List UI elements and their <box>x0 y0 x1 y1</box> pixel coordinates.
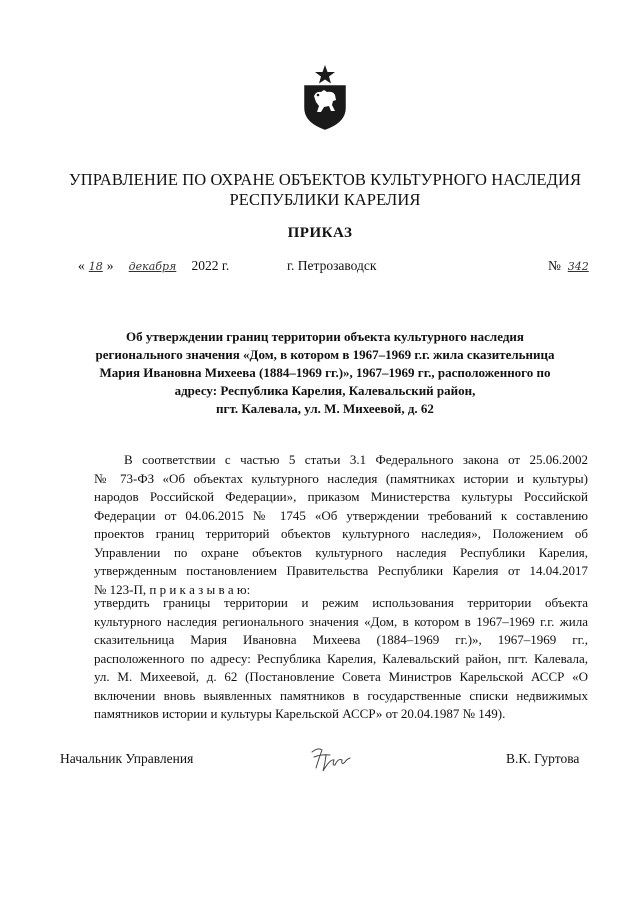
preamble-line: утвержденным постановлением Правительства Республики Карелия от 14.04.2017 <box>94 563 588 578</box>
preamble-paragraph <box>94 451 588 599</box>
handwritten-signature-icon <box>308 744 352 776</box>
signatory-name: В.К. Гуртова <box>506 751 580 766</box>
preamble-line: В соответствии с частью 5 статьи 3.1 Федерального закона от 25.06.2002 <box>124 452 588 467</box>
subject-line: регионального значения «Дом, в котором в 1967–1969 г.г. жила сказительница <box>95 347 555 362</box>
order-subject <box>60 328 590 418</box>
date-year: 2022 г. <box>191 258 230 273</box>
decision-line: культурного наследия регионального значения «Дом, в котором в 1967–1969 г.г. жила <box>94 613 588 629</box>
preamble-line: № 73-ФЗ «Об объектах культурного наследия (памятниках истории и культуры) <box>94 470 588 486</box>
date-close-quote: » <box>106 258 114 273</box>
order-number-value: 342 <box>567 260 589 273</box>
order-number <box>548 258 592 274</box>
date-day: 18 <box>88 260 103 273</box>
organization-name <box>60 170 590 210</box>
subject-line: пгт. Калевала, ул. М. Михеевой, д. 62 <box>216 401 434 416</box>
karelia-coat-of-arms-icon <box>302 64 348 130</box>
preamble-line: проектов границ территорий объектов культурного наследия», Положением об <box>94 526 588 541</box>
subject-line: Об утверждении границ территории объекта культурного наследия <box>126 329 524 344</box>
order-title: ПРИКАЗ <box>287 225 353 241</box>
decision-line: сказительница Мария Ивановна Михеева (1884–1969 гг.)», 1967–1969 гг., <box>94 632 588 647</box>
subject-line: Мария Ивановна Михеева (1884–1969 гг.)», 1967–1969 гг., расположенного по <box>99 365 551 380</box>
decision-line: памятников истории и культуры Карельской АССР» от 20.04.1987 № 149). <box>94 706 506 721</box>
decision-line: включении вновь выявленных памятников в государственные списки недвижимых <box>94 687 588 703</box>
preamble-line: Управлении по охране объектов культурного наследия Республики Карелия, <box>94 544 588 560</box>
date-open-quote: « <box>78 258 85 273</box>
decision-line: ул. М. Михеевой, д. 62 (Постановление Совета Министров Карельской АССР «О <box>94 669 588 684</box>
preamble-line: народов Российской Федерации», приказом Министерства культуры Российской <box>94 489 588 504</box>
date-month: декабря <box>128 260 177 273</box>
decision-line: расположенного по адресу: Республика Карелия, Калевальский район, пгт. Калевала, <box>94 650 588 666</box>
order-date <box>78 258 229 274</box>
order-number-prefix: № <box>548 258 561 273</box>
decision-line: утвердить границы территории и режим использования территории объекта <box>94 595 588 610</box>
preamble-line: № 123-П, п р и к а з ы в а ю: <box>94 581 251 597</box>
org-line-1: УПРАВЛЕНИЕ ПО ОХРАНЕ ОБЪЕКТОВ КУЛЬТУРНОГО НАСЛЕДИЯ <box>68 170 582 189</box>
signatory-position: Начальник Управления <box>60 751 194 766</box>
subject-line: адресу: Республика Карелия, Калевальский район, <box>174 383 476 398</box>
decision-paragraph <box>94 594 588 724</box>
order-city: г. Петрозаводск <box>287 258 377 273</box>
org-line-2: РЕСПУБЛИКИ КАРЕЛИЯ <box>229 190 421 209</box>
preamble-line: Федерации от 04.06.2015 № 1745 «Об утверждении требований к составлению <box>94 507 588 523</box>
